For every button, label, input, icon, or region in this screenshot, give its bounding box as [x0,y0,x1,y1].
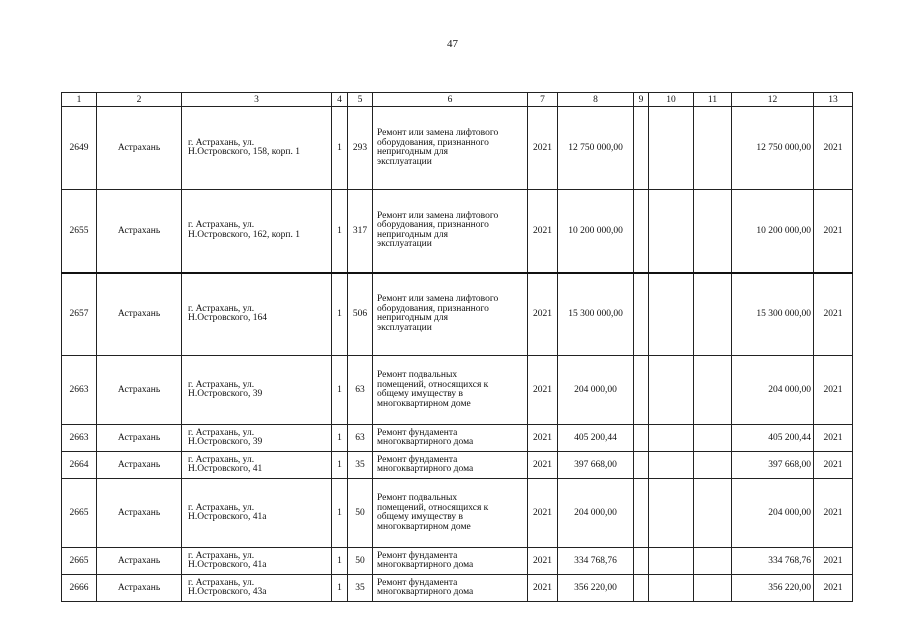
address-line: Н.Островского, 39 [188,389,263,399]
work-line: эксплуатации [377,322,432,333]
total-cell: 334 768,76 [732,548,814,575]
address-cell [182,479,332,548]
year2-cell: 2021 [814,190,853,273]
work-line: Ремонт или замена лифтового [377,294,499,305]
col11-cell [694,356,732,425]
col9-cell [634,575,649,602]
col4-cell: 1 [332,356,348,425]
column-header-6: 6 [373,93,528,107]
address-cell [182,548,332,575]
col9-cell [634,425,649,452]
city-cell: Астрахань [97,479,182,548]
col11-cell [694,107,732,190]
column-header-8: 8 [558,93,634,107]
col9-cell [634,479,649,548]
col9-cell [634,452,649,479]
col10-cell [649,190,694,273]
row-id-cell: 2664 [62,452,97,479]
year-cell: 2021 [528,575,558,602]
address-line: г. Астрахань, ул. [188,137,255,148]
address-line: г. Астрахань, ул. [188,379,255,390]
city-cell: Астрахань [97,356,182,425]
address-line: Н.Островского, 39 [188,437,263,447]
col11-cell [694,425,732,452]
table-body [62,107,853,602]
amount-cell: 204 000,00 [558,479,634,548]
address-line: Н.Островского, 164 [188,313,268,324]
col10-cell [649,575,694,602]
amount-cell: 15 300 000,00 [558,273,634,356]
year-cell: 2021 [528,356,558,425]
address-line: г. Астрахань, ул. [188,577,255,588]
table-row [62,479,853,548]
col4-cell: 1 [332,479,348,548]
column-header-3: 3 [182,93,332,107]
total-cell: 397 668,00 [732,452,814,479]
col11-cell [694,190,732,273]
table-row [62,190,853,273]
column-header-11: 11 [694,93,732,107]
column-header-1: 1 [62,93,97,107]
col11-cell [694,479,732,548]
year2-cell: 2021 [814,479,853,548]
address-line: г. Астрахань, ул. [188,303,255,314]
col10-cell [649,452,694,479]
col11-cell [694,273,732,356]
address-cell [182,356,332,425]
work-line: многоквартирного дома [377,464,474,474]
capital-repair-table [61,92,853,602]
address-line: Н.Островского, 158, корп. 1 [188,147,300,157]
table-row [62,548,853,575]
col5-cell: 50 [348,479,373,548]
address-line: Н.Островского, 41а [188,512,267,522]
column-header-7: 7 [528,93,558,107]
col5-cell: 317 [348,190,373,273]
col5-cell: 35 [348,452,373,479]
table-row [62,452,853,479]
col11-cell [694,452,732,479]
column-header-10: 10 [649,93,694,107]
header-row [62,93,853,107]
total-cell: 405 200,44 [732,425,814,452]
work-line: непригодным для [377,229,448,240]
work-type-cell [373,452,528,479]
column-header-13: 13 [814,93,853,107]
work-line: многоквартирного дома [377,560,474,570]
col9-cell [634,548,649,575]
city-cell: Астрахань [97,548,182,575]
row-id-cell: 2663 [62,425,97,452]
year-cell: 2021 [528,425,558,452]
address-cell [182,273,332,356]
col9-cell [634,190,649,273]
amount-cell: 405 200,44 [558,425,634,452]
col4-cell: 1 [332,190,348,273]
col10-cell [649,356,694,425]
work-type-cell [373,575,528,602]
work-type-cell [373,356,528,425]
year-cell: 2021 [528,479,558,548]
table-row [62,356,853,425]
address-line: Н.Островского, 41 [188,464,263,474]
address-line: г. Астрахань, ул. [188,502,255,513]
city-cell: Астрахань [97,575,182,602]
col4-cell: 1 [332,548,348,575]
work-line: оборудования, признанного [377,137,489,148]
col4-cell: 1 [332,273,348,356]
col10-cell [649,548,694,575]
address-line: Н.Островского, 41а [188,560,267,570]
work-line: Ремонт подвальных [377,370,458,380]
work-line: Ремонт фундамента [377,427,458,438]
work-line: Ремонт или замена лифтового [377,210,499,221]
amount-cell: 10 200 000,00 [558,190,634,273]
work-line: Ремонт подвальных [377,493,458,503]
col11-cell [694,548,732,575]
row-id-cell: 2655 [62,190,97,273]
table-row [62,107,853,190]
address-cell [182,575,332,602]
work-type-cell [373,479,528,548]
col4-cell: 1 [332,452,348,479]
total-cell: 15 300 000,00 [732,273,814,356]
work-type-cell [373,190,528,273]
work-type-cell [373,107,528,190]
year2-cell: 2021 [814,107,853,190]
col10-cell [649,425,694,452]
work-line: непригодным для [377,147,448,157]
city-cell: Астрахань [97,107,182,190]
work-line: общему имуществу в [377,389,464,399]
col5-cell: 35 [348,575,373,602]
total-cell: 204 000,00 [732,356,814,425]
address-cell [182,107,332,190]
work-type-cell [373,425,528,452]
total-cell: 356 220,00 [732,575,814,602]
col9-cell [634,356,649,425]
year-cell: 2021 [528,273,558,356]
amount-cell: 397 668,00 [558,452,634,479]
work-line: Ремонт или замена лифтового [377,128,499,138]
col5-cell: 506 [348,273,373,356]
year2-cell: 2021 [814,452,853,479]
table-row [62,425,853,452]
column-header-2: 2 [97,93,182,107]
city-cell: Астрахань [97,190,182,273]
column-header-12: 12 [732,93,814,107]
col4-cell: 1 [332,107,348,190]
row-id-cell: 2663 [62,356,97,425]
year-cell: 2021 [528,107,558,190]
table-row [62,575,853,602]
row-id-cell: 2657 [62,273,97,356]
city-cell: Астрахань [97,273,182,356]
work-line: многоквартирном доме [377,398,471,409]
work-line: Ремонт фундамента [377,550,458,561]
address-cell [182,425,332,452]
work-line: многоквартирного дома [377,437,474,447]
work-line: помещений, относящихся к [377,379,489,390]
col10-cell [649,107,694,190]
year-cell: 2021 [528,548,558,575]
address-line: г. Астрахань, ул. [188,454,255,465]
column-header-4: 4 [332,93,348,107]
table-row [62,273,853,356]
amount-cell: 204 000,00 [558,356,634,425]
work-line: эксплуатации [377,239,432,250]
address-line: г. Астрахань, ул. [188,427,255,438]
year2-cell: 2021 [814,356,853,425]
work-line: Ремонт фундамента [377,577,458,588]
work-line: Ремонт фундамента [377,454,458,465]
col5-cell: 63 [348,356,373,425]
col10-cell [649,273,694,356]
col4-cell: 1 [332,575,348,602]
city-cell: Астрахань [97,425,182,452]
col9-cell [634,273,649,356]
work-line: оборудования, признанного [377,303,489,314]
page-number: 47 [447,38,458,50]
year2-cell: 2021 [814,425,853,452]
col9-cell [634,107,649,190]
work-line: непригодным для [377,313,448,324]
col5-cell: 50 [348,548,373,575]
address-line: г. Астрахань, ул. [188,550,255,561]
column-header-9: 9 [634,93,649,107]
total-cell: 12 750 000,00 [732,107,814,190]
year2-cell: 2021 [814,575,853,602]
amount-cell: 12 750 000,00 [558,107,634,190]
total-cell: 204 000,00 [732,479,814,548]
work-line: оборудования, признанного [377,220,489,231]
col4-cell: 1 [332,425,348,452]
work-type-cell [373,273,528,356]
col5-cell: 63 [348,425,373,452]
address-cell [182,190,332,273]
row-id-cell: 2665 [62,548,97,575]
work-line: эксплуатации [377,156,432,167]
row-id-cell: 2666 [62,575,97,602]
year2-cell: 2021 [814,548,853,575]
city-cell: Астрахань [97,452,182,479]
row-id-cell: 2649 [62,107,97,190]
col5-cell: 293 [348,107,373,190]
year2-cell: 2021 [814,273,853,356]
year-cell: 2021 [528,190,558,273]
row-id-cell: 2665 [62,479,97,548]
address-cell [182,452,332,479]
total-cell: 10 200 000,00 [732,190,814,273]
work-line: общему имуществу в [377,512,464,522]
address-line: Н.Островского, 162, корп. 1 [188,229,300,240]
work-line: помещений, относящихся к [377,502,489,513]
year-cell: 2021 [528,452,558,479]
column-header-5: 5 [348,93,373,107]
work-line: многоквартирного дома [377,587,474,597]
address-line: г. Астрахань, ул. [188,220,255,231]
col10-cell [649,479,694,548]
col11-cell [694,575,732,602]
amount-cell: 334 768,76 [558,548,634,575]
work-line: многоквартирном доме [377,521,471,532]
amount-cell: 356 220,00 [558,575,634,602]
work-type-cell [373,548,528,575]
address-line: Н.Островского, 43а [188,587,267,597]
